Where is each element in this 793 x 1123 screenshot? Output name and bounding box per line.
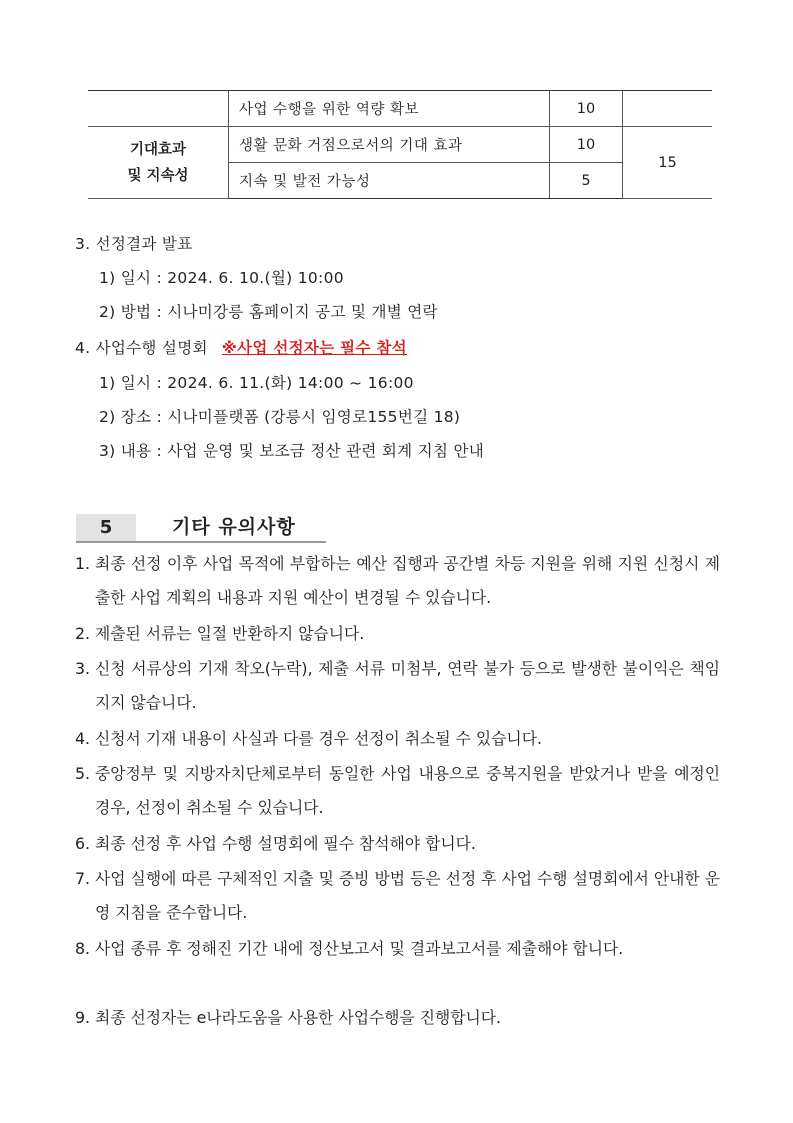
- list-item-text: 신청서 기재 내용이 사실과 다를 경우 선정이 취소될 수 있습니다.: [95, 729, 542, 748]
- list-item: [75, 617, 721, 651]
- section-underline: [76, 541, 326, 543]
- table-cell-total: 15: [623, 127, 713, 199]
- list-item-number: 8.: [75, 939, 91, 958]
- list-item-text: 최종 선정자는 e나라도움을 사용한 사업수행을 진행합니다.: [95, 1008, 502, 1027]
- list-item-text: 사업 종류 후 정해진 기간 내에 정산보고서 및 결과보고서를 제출해야 합니다.: [95, 939, 624, 958]
- list-item: [75, 932, 721, 1000]
- category-line: 및 지속성: [127, 167, 189, 184]
- table-cell-item: 지속 및 발전 가능성: [229, 163, 550, 199]
- list-item-number: 1.: [75, 554, 91, 573]
- table-cell-score: 10: [550, 127, 623, 163]
- mandatory-attendance-warning: ※사업 선정자는 필수 참석: [221, 339, 407, 357]
- announce-date: 1) 일시 : 2024. 6. 10.(월) 10:00: [99, 269, 344, 287]
- list-item-number: 5.: [75, 764, 91, 783]
- list-item-text: 최종 선정 이후 사업 목적에 부합하는 예산 집행과 공간별 차등 지원을 위해 지원 신청시 제출한 사업 계획의 내용과 지원 예산이 변경될 수 있습니다.: [95, 554, 720, 607]
- list-item: [75, 757, 721, 825]
- list-item-text: 사업 실행에 따른 구체적인 지출 및 증빙 방법 등은 선정 후 사업 수행 설명회에서 안내한 운영 지침을 준수합니다.: [95, 869, 720, 922]
- table-cell-item: 생활 문화 거점으로서의 기대 효과: [229, 127, 550, 163]
- table-cell-score: 5: [550, 163, 623, 199]
- list-item: [75, 1001, 721, 1035]
- list-item-number: 2.: [75, 624, 91, 643]
- list-item-number: 9.: [75, 1008, 91, 1027]
- table-cell-empty: [88, 91, 229, 127]
- list-item: [75, 652, 721, 720]
- list-item-text: 신청 서류상의 기재 착오(누락), 제출 서류 미첨부, 연락 불가 등으로 발생한 불이익은 책임지지 않습니다.: [95, 659, 720, 712]
- table-cell-category: [88, 127, 229, 199]
- briefing-heading: 4. 사업수행 설명회: [75, 339, 208, 357]
- category-line: 기대효과: [129, 141, 187, 158]
- briefing-place: 2) 장소 : 시나미플랫폼 (강릉시 임영로155번길 18): [99, 408, 461, 426]
- section-title: 기타 유의사항: [172, 516, 296, 538]
- briefing-heading-row: [75, 336, 407, 358]
- evaluation-table: [88, 90, 712, 199]
- section-number: 5: [76, 514, 136, 542]
- list-item-text: 중앙정부 및 지방자치단체로부터 동일한 사업 내용으로 중복지원을 받았거나 받을 예정인 경우, 선정이 취소될 수 있습니다.: [95, 764, 720, 817]
- list-item: [75, 827, 721, 861]
- table-cell-item: 사업 수행을 위한 역량 확보: [229, 91, 550, 127]
- list-item-number: 4.: [75, 729, 91, 748]
- list-item-text: 제출된 서류는 일절 반환하지 않습니다.: [95, 624, 365, 643]
- table-cell-total-empty: [623, 91, 713, 127]
- announce-heading: 3. 선정결과 발표: [75, 235, 193, 253]
- list-item: [75, 547, 721, 615]
- announce-method: 2) 방법 : 시나미강릉 홈페이지 공고 및 개별 연락: [99, 303, 438, 321]
- list-item-number: 7.: [75, 869, 91, 888]
- list-item: [75, 722, 721, 756]
- table-row: [88, 91, 712, 127]
- table-row: [88, 127, 712, 163]
- list-item-text: 최종 선정 후 사업 수행 설명회에 필수 참석해야 합니다.: [95, 834, 476, 853]
- table-cell-score: 10: [550, 91, 623, 127]
- briefing-date: 1) 일시 : 2024. 6. 11.(화) 14:00 ~ 16:00: [99, 374, 414, 392]
- briefing-content: 3) 내용 : 사업 운영 및 보조금 정산 관련 회계 지침 안내: [99, 442, 484, 460]
- list-item-number: 3.: [75, 659, 91, 678]
- list-item: [75, 862, 721, 930]
- list-item-number: 6.: [75, 834, 91, 853]
